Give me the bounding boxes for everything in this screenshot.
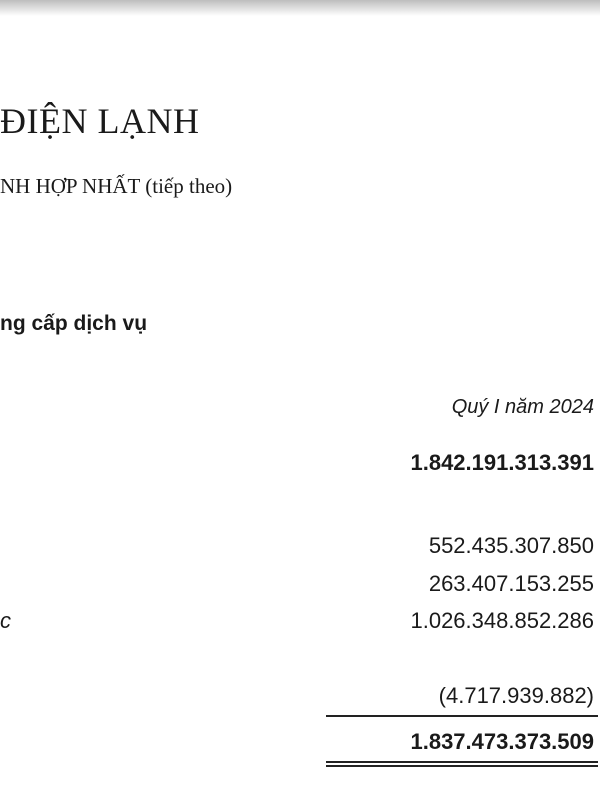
total-double-rule-top	[326, 761, 598, 763]
column-header-period: Quý I năm 2024	[451, 396, 594, 418]
page-top-edge	[0, 0, 600, 16]
company-title: ĐIỆN LẠNH	[0, 101, 200, 141]
report-subtitle: NH HỢP NHẤT (tiếp theo)	[0, 174, 233, 198]
amount-total-revenue: 1.842.191.313.391	[410, 450, 594, 475]
amount-item-3: 1.026.348.852.286	[410, 608, 594, 633]
amount-item-2: 263.407.153.255	[428, 571, 594, 596]
subtotal-rule	[326, 715, 598, 717]
amount-deduction: (4.717.939.882)	[438, 683, 594, 708]
section-heading: ng cấp dịch vụ	[0, 312, 148, 335]
row-label-fragment: c	[0, 608, 11, 633]
total-double-rule-bottom	[326, 765, 598, 767]
amount-item-1: 552.435.307.850	[428, 533, 594, 558]
amount-net-total: 1.837.473.373.509	[410, 729, 594, 754]
